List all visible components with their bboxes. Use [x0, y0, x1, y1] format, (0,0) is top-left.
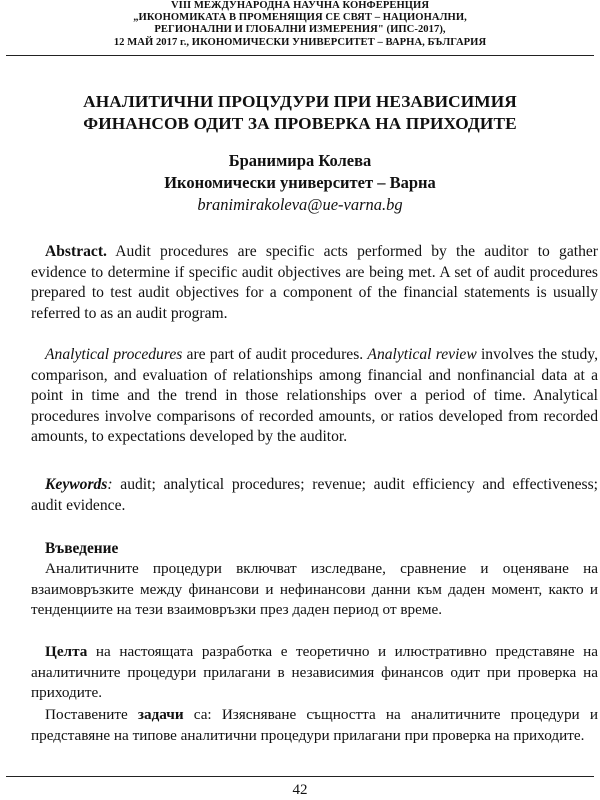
abstract-label: Abstract. [45, 243, 107, 260]
conference-header [12, 0, 588, 49]
abstract-paragraph-2 [31, 345, 598, 448]
introduction-paragraph [31, 642, 598, 704]
introduction-text: Поставените [45, 706, 138, 723]
abstract-paragraph [31, 242, 598, 324]
abstract-text: Audit procedures are specific acts performed by the auditor to gather evidence to determine if specific audit objectives are being met. A set of audit procedures prepared to test audit objectives for a component of the financial statements is usually referred to as an audit program. [31, 243, 598, 322]
introduction-paragraph [31, 705, 598, 746]
keywords-text: audit; analytical procedures; revenue; audit efficiency and effectiveness; audit evidence. [31, 476, 598, 514]
introduction-paragraph: Аналитичните процедури включват изследване, сравнение и оценяване на взаимовръзките между финансови и нефинансови данни към даден момент, както и тенденциите на тези взаимовръзки през даден период от време. [31, 560, 598, 619]
footer-divider [6, 776, 594, 777]
conference-header-line: РЕГИОНАЛНИ И ГЛОБАЛНИ ИЗМЕРЕНИЯ" (ИПС-2017), [154, 24, 446, 36]
author-block [20, 150, 580, 216]
paper-title [20, 91, 580, 135]
keywords-label: Keywords [45, 476, 108, 493]
author-affiliation: Икономически университет – Варна [164, 173, 436, 192]
term-analytical-procedures: Analytical procedures [45, 346, 183, 363]
author-name: Бранимира Колева [228, 151, 372, 170]
header-divider [6, 55, 594, 56]
conference-header-line: VIII МЕЖДУНАРОДНА НАУЧНА КОНФЕРЕНЦИЯ [170, 0, 430, 11]
keywords-paragraph [31, 475, 598, 516]
paper-title-line: ФИНАНСОВ ОДИТ ЗА ПРОВЕРКА НА ПРИХОДИТЕ [83, 114, 517, 133]
keywords-colon: : [107, 476, 113, 493]
section-heading-introduction: Въведение [45, 540, 119, 557]
paper-title-line: АНАЛИТИЧНИ ПРОЦУДУРИ ПРИ НЕЗАВИСИМИЯ [83, 92, 517, 111]
conference-header-line: „ИКОНОМИКАТА В ПРОМЕНЯЩИЯ СЕ СВЯТ – НАЦИОНАЛНИ, [133, 12, 467, 24]
abstract-text: are part of audit procedures. [182, 346, 368, 363]
bold-term-tasks: задачи [137, 706, 184, 723]
term-analytical-review: Analytical review [367, 346, 477, 363]
bold-term-goal: Целта [45, 643, 88, 660]
conference-header-line: 12 МАЙ 2017 г., ИКОНОМИЧЕСКИ УНИВЕРСИТЕТ – ВАРНА, БЪЛГАРИЯ [113, 36, 487, 48]
introduction-text: са: Изясняване същността на аналитичните процедури и представяне на типове аналитични процедури прилагани при проверка на приходите. [31, 706, 598, 744]
introduction-text: на настоящата разработка е теоретично и илюстративно представяне на аналитичните процедури прилагани в независимия финансов одит при проверка на приходите. [31, 643, 598, 702]
author-email[interactable]: branimirakoleva@ue-varna.bg [197, 195, 403, 214]
page-number: 42 [292, 782, 308, 798]
abstract-text: involves the study, comparison, and evaluation of relationships among financial and nonfinancial data at a point in time and the trend in those relationships over a period of time. Analytical procedures involve comparisons of recorded amounts, or ratios developed from recorded amounts, to expectations developed by the auditor. [31, 346, 598, 446]
